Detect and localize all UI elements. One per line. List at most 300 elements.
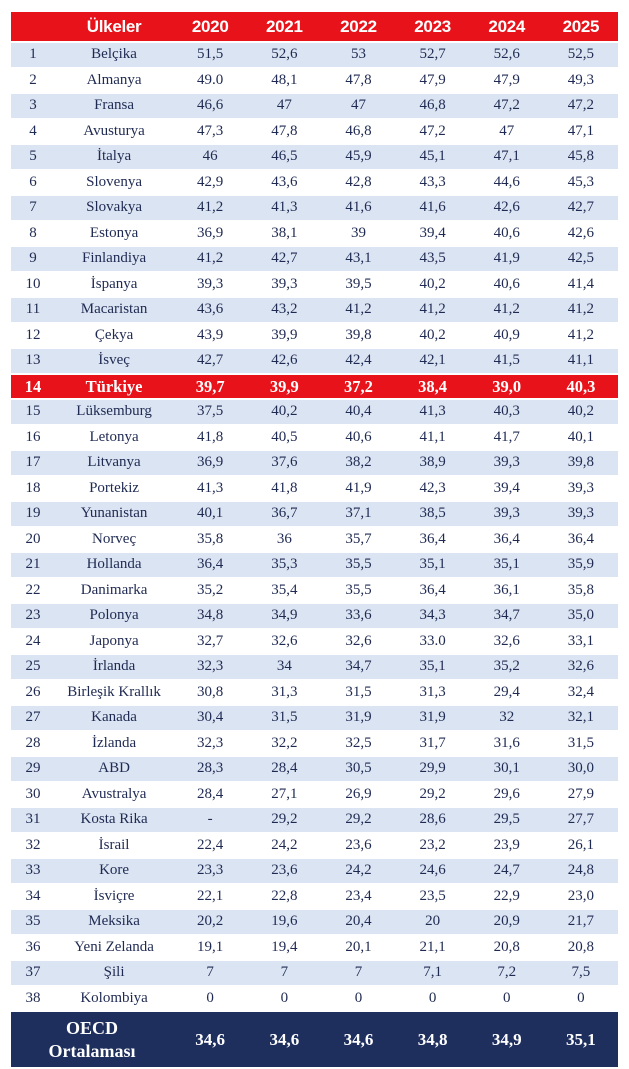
value-cell: 39,4 — [396, 221, 470, 247]
footer-value-cell: 34,6 — [247, 1011, 321, 1067]
value-cell: 23,5 — [396, 884, 470, 910]
value-cell: 35,1 — [396, 552, 470, 578]
value-cell: 42,4 — [321, 348, 395, 374]
value-cell: 36,4 — [470, 527, 544, 553]
value-cell: 41,2 — [544, 323, 618, 349]
table-row — [11, 654, 618, 680]
value-cell: 39,8 — [321, 323, 395, 349]
value-cell: 35,9 — [544, 552, 618, 578]
header-rank-cell — [11, 12, 55, 42]
value-cell: 39,3 — [544, 476, 618, 502]
country-cell: Yeni Zelanda — [55, 935, 173, 961]
value-cell: 42,3 — [396, 476, 470, 502]
value-cell: 35,2 — [470, 654, 544, 680]
value-cell: 43,5 — [396, 246, 470, 272]
value-cell: 36,4 — [396, 527, 470, 553]
value-cell: 41,5 — [470, 348, 544, 374]
value-cell: 39,3 — [544, 501, 618, 527]
value-cell: 7 — [173, 960, 247, 986]
value-cell: 22,1 — [173, 884, 247, 910]
table-row — [11, 909, 618, 935]
table-row — [11, 833, 618, 859]
footer-value-cell: 34,9 — [470, 1011, 544, 1067]
value-cell: 40,2 — [247, 399, 321, 425]
value-cell: 23,3 — [173, 858, 247, 884]
rank-cell: 6 — [11, 170, 55, 196]
rank-cell: 30 — [11, 782, 55, 808]
value-cell: 7,1 — [396, 960, 470, 986]
value-cell: 32,3 — [173, 731, 247, 757]
table-row — [11, 348, 618, 374]
value-cell: 0 — [544, 986, 618, 1012]
value-cell: 0 — [321, 986, 395, 1012]
value-cell: 41,2 — [321, 297, 395, 323]
table-row — [11, 144, 618, 170]
country-cell: Almanya — [55, 68, 173, 94]
rank-cell: 38 — [11, 986, 55, 1012]
value-cell: 47 — [247, 93, 321, 119]
country-cell: Estonya — [55, 221, 173, 247]
country-cell: Avustralya — [55, 782, 173, 808]
table-row — [11, 323, 618, 349]
value-cell: 39,8 — [544, 450, 618, 476]
rank-cell: 36 — [11, 935, 55, 961]
value-cell: 40,2 — [544, 399, 618, 425]
rank-cell: 2 — [11, 68, 55, 94]
value-cell: 47,8 — [321, 68, 395, 94]
value-cell: 43,6 — [173, 297, 247, 323]
value-cell: 33,1 — [544, 629, 618, 655]
country-cell: İtalya — [55, 144, 173, 170]
value-cell: 47,1 — [544, 119, 618, 145]
value-cell: 47 — [321, 93, 395, 119]
value-cell: 30,4 — [173, 705, 247, 731]
value-cell: 39,3 — [470, 501, 544, 527]
value-cell: 32,5 — [321, 731, 395, 757]
value-cell: 24,8 — [544, 858, 618, 884]
country-cell: Birleşik Krallık — [55, 680, 173, 706]
header-row — [11, 12, 618, 42]
value-cell: 46,5 — [247, 144, 321, 170]
table-row — [11, 297, 618, 323]
value-cell: 41,6 — [321, 195, 395, 221]
table-row — [11, 552, 618, 578]
country-cell: İzlanda — [55, 731, 173, 757]
value-cell: 42,6 — [470, 195, 544, 221]
value-cell: 40,3 — [470, 399, 544, 425]
rank-cell: 13 — [11, 348, 55, 374]
table-row — [11, 246, 618, 272]
value-cell: 45,1 — [396, 144, 470, 170]
table-row — [11, 221, 618, 247]
value-cell: 41,6 — [396, 195, 470, 221]
value-cell: 24,2 — [247, 833, 321, 859]
value-cell: 39,3 — [470, 450, 544, 476]
value-cell: 0 — [396, 986, 470, 1012]
rank-cell: 27 — [11, 705, 55, 731]
value-cell: 19,4 — [247, 935, 321, 961]
value-cell: 36 — [247, 527, 321, 553]
country-cell: Slovakya — [55, 195, 173, 221]
value-cell: 41,7 — [470, 425, 544, 451]
country-cell: Türkiye — [55, 374, 173, 400]
value-cell: 0 — [247, 986, 321, 1012]
country-cell: Slovenya — [55, 170, 173, 196]
value-cell: 47,9 — [396, 68, 470, 94]
footer-average-label — [11, 1011, 173, 1067]
value-cell: 41,9 — [321, 476, 395, 502]
rank-cell: 26 — [11, 680, 55, 706]
value-cell: 24,7 — [470, 858, 544, 884]
value-cell: 36,7 — [247, 501, 321, 527]
value-cell: 20,2 — [173, 909, 247, 935]
value-cell: 29,9 — [396, 756, 470, 782]
value-cell: 46,8 — [396, 93, 470, 119]
footer-row — [11, 1011, 618, 1067]
value-cell: 42,7 — [247, 246, 321, 272]
value-cell: 40,4 — [321, 399, 395, 425]
value-cell: 47,3 — [173, 119, 247, 145]
rank-cell: 35 — [11, 909, 55, 935]
value-cell: 32,1 — [544, 705, 618, 731]
table-row — [11, 782, 618, 808]
value-cell: 40,1 — [173, 501, 247, 527]
value-cell: 30,0 — [544, 756, 618, 782]
value-cell: 20,8 — [470, 935, 544, 961]
value-cell: 20,1 — [321, 935, 395, 961]
value-cell: 20,4 — [321, 909, 395, 935]
country-cell: Avusturya — [55, 119, 173, 145]
value-cell: 23,9 — [470, 833, 544, 859]
rank-cell: 3 — [11, 93, 55, 119]
value-cell: 20,8 — [544, 935, 618, 961]
rank-cell: 4 — [11, 119, 55, 145]
value-cell: 35,1 — [470, 552, 544, 578]
value-cell: 31,3 — [247, 680, 321, 706]
value-cell: 41,3 — [173, 476, 247, 502]
table-row — [11, 858, 618, 884]
header-year-cell: 2025 — [544, 12, 618, 42]
value-cell: 0 — [470, 986, 544, 1012]
value-cell: 41,2 — [544, 297, 618, 323]
rank-cell: 33 — [11, 858, 55, 884]
header-year-cell: 2020 — [173, 12, 247, 42]
value-cell: 23,6 — [247, 858, 321, 884]
value-cell: 47 — [470, 119, 544, 145]
value-cell: 0 — [173, 986, 247, 1012]
header-year-cell: 2022 — [321, 12, 395, 42]
rank-cell: 18 — [11, 476, 55, 502]
value-cell: 34,3 — [396, 603, 470, 629]
value-cell: 36,4 — [396, 578, 470, 604]
value-cell: 39,3 — [247, 272, 321, 298]
value-cell: 22,9 — [470, 884, 544, 910]
value-cell: 45,8 — [544, 144, 618, 170]
value-cell: 40,6 — [470, 221, 544, 247]
value-cell: 23,2 — [396, 833, 470, 859]
rank-cell: 22 — [11, 578, 55, 604]
country-cell: Kolombiya — [55, 986, 173, 1012]
country-cell: Norveç — [55, 527, 173, 553]
rank-cell: 5 — [11, 144, 55, 170]
value-cell: 41,2 — [173, 195, 247, 221]
value-cell: 32,3 — [173, 654, 247, 680]
table-body — [11, 42, 618, 1011]
value-cell: 35,8 — [544, 578, 618, 604]
country-cell: Kosta Rika — [55, 807, 173, 833]
value-cell: 41,1 — [396, 425, 470, 451]
country-cell: Hollanda — [55, 552, 173, 578]
country-cell: Lüksemburg — [55, 399, 173, 425]
value-cell: 42,1 — [396, 348, 470, 374]
value-cell: 35,5 — [321, 578, 395, 604]
table-row — [11, 399, 618, 425]
value-cell: 49,3 — [544, 68, 618, 94]
value-cell: 31,9 — [396, 705, 470, 731]
value-cell: 36,4 — [173, 552, 247, 578]
value-cell: 34,7 — [470, 603, 544, 629]
value-cell: 28,6 — [396, 807, 470, 833]
value-cell: 39 — [321, 221, 395, 247]
value-cell: 39,9 — [247, 374, 321, 400]
value-cell: 29,2 — [396, 782, 470, 808]
table-row — [11, 374, 618, 400]
value-cell: 31,3 — [396, 680, 470, 706]
country-cell: Yunanistan — [55, 501, 173, 527]
country-cell: Meksika — [55, 909, 173, 935]
value-cell: 40,2 — [396, 272, 470, 298]
country-cell: İsveç — [55, 348, 173, 374]
country-cell: Kore — [55, 858, 173, 884]
value-cell: 22,8 — [247, 884, 321, 910]
table-row — [11, 935, 618, 961]
rank-cell: 8 — [11, 221, 55, 247]
rank-cell: 14 — [11, 374, 55, 400]
country-cell: Finlandiya — [55, 246, 173, 272]
value-cell: 47,2 — [396, 119, 470, 145]
table-row — [11, 476, 618, 502]
value-cell: 41,3 — [396, 399, 470, 425]
value-cell: 42,7 — [544, 195, 618, 221]
value-cell: 47,1 — [470, 144, 544, 170]
value-cell: 27,7 — [544, 807, 618, 833]
value-cell: 40,3 — [544, 374, 618, 400]
value-cell: 39,0 — [470, 374, 544, 400]
value-cell: 32 — [470, 705, 544, 731]
value-cell: 34,9 — [247, 603, 321, 629]
country-cell: Fransa — [55, 93, 173, 119]
value-cell: 34 — [247, 654, 321, 680]
value-cell: 26,9 — [321, 782, 395, 808]
value-cell: 42,8 — [321, 170, 395, 196]
table-row — [11, 42, 618, 68]
table-row — [11, 603, 618, 629]
value-cell: 32,4 — [544, 680, 618, 706]
value-cell: 39,5 — [321, 272, 395, 298]
rank-cell: 29 — [11, 756, 55, 782]
value-cell: 47,2 — [544, 93, 618, 119]
value-cell: 24,6 — [396, 858, 470, 884]
country-cell: Şili — [55, 960, 173, 986]
value-cell: 39,9 — [247, 323, 321, 349]
value-cell: 42,7 — [173, 348, 247, 374]
value-cell: 37,6 — [247, 450, 321, 476]
value-cell: 47,9 — [470, 68, 544, 94]
country-cell: Danimarka — [55, 578, 173, 604]
value-cell: 44,6 — [470, 170, 544, 196]
value-cell: 28,4 — [173, 782, 247, 808]
value-cell: - — [173, 807, 247, 833]
value-cell: 37,1 — [321, 501, 395, 527]
footer-value-cell: 34,8 — [396, 1011, 470, 1067]
value-cell: 40,2 — [396, 323, 470, 349]
value-cell: 51,5 — [173, 42, 247, 68]
value-cell: 33.0 — [396, 629, 470, 655]
value-cell: 35,0 — [544, 603, 618, 629]
value-cell: 41,3 — [247, 195, 321, 221]
value-cell: 49.0 — [173, 68, 247, 94]
value-cell: 41,8 — [247, 476, 321, 502]
table-row — [11, 756, 618, 782]
value-cell: 47,2 — [470, 93, 544, 119]
value-cell: 27,9 — [544, 782, 618, 808]
rank-cell: 31 — [11, 807, 55, 833]
table-row — [11, 705, 618, 731]
value-cell: 38,4 — [396, 374, 470, 400]
value-cell: 30,8 — [173, 680, 247, 706]
value-cell: 7 — [321, 960, 395, 986]
value-cell: 37,5 — [173, 399, 247, 425]
country-cell: Letonya — [55, 425, 173, 451]
value-cell: 42,6 — [544, 221, 618, 247]
table-row — [11, 93, 618, 119]
value-cell: 7 — [247, 960, 321, 986]
value-cell: 40,1 — [544, 425, 618, 451]
value-cell: 31,5 — [247, 705, 321, 731]
rank-cell: 16 — [11, 425, 55, 451]
value-cell: 29,2 — [321, 807, 395, 833]
table-row — [11, 731, 618, 757]
value-cell: 32,2 — [247, 731, 321, 757]
value-cell: 29,2 — [247, 807, 321, 833]
value-cell: 23,6 — [321, 833, 395, 859]
value-cell: 28,3 — [173, 756, 247, 782]
value-cell: 41,1 — [544, 348, 618, 374]
value-cell: 46 — [173, 144, 247, 170]
value-cell: 52,6 — [470, 42, 544, 68]
table-row — [11, 960, 618, 986]
value-cell: 21,1 — [396, 935, 470, 961]
value-cell: 42,9 — [173, 170, 247, 196]
value-cell: 40,6 — [470, 272, 544, 298]
value-cell: 31,5 — [321, 680, 395, 706]
rank-cell: 17 — [11, 450, 55, 476]
header-country-cell: Ülkeler — [55, 12, 173, 42]
country-cell: İsrail — [55, 833, 173, 859]
value-cell: 38,5 — [396, 501, 470, 527]
header-year-cell: 2024 — [470, 12, 544, 42]
table-row — [11, 629, 618, 655]
value-cell: 32,6 — [321, 629, 395, 655]
table-row — [11, 272, 618, 298]
table-row — [11, 807, 618, 833]
footer-value-cell: 34,6 — [173, 1011, 247, 1067]
value-cell: 22,4 — [173, 833, 247, 859]
value-cell: 7,2 — [470, 960, 544, 986]
value-cell: 19,1 — [173, 935, 247, 961]
value-cell: 35,4 — [247, 578, 321, 604]
footer-value-cell: 34,6 — [321, 1011, 395, 1067]
country-cell: İsviçre — [55, 884, 173, 910]
footer-label-line2: Ortalaması — [48, 1040, 136, 1061]
value-cell: 45,3 — [544, 170, 618, 196]
table-row — [11, 195, 618, 221]
value-cell: 48,1 — [247, 68, 321, 94]
value-cell: 32,6 — [544, 654, 618, 680]
value-cell: 32,6 — [470, 629, 544, 655]
rank-cell: 15 — [11, 399, 55, 425]
country-cell: Polonya — [55, 603, 173, 629]
value-cell: 31,7 — [396, 731, 470, 757]
table-row — [11, 450, 618, 476]
rank-cell: 24 — [11, 629, 55, 655]
value-cell: 32,7 — [173, 629, 247, 655]
value-cell: 27,1 — [247, 782, 321, 808]
rank-cell: 11 — [11, 297, 55, 323]
footer-value-cell: 35,1 — [544, 1011, 618, 1067]
value-cell: 42,6 — [247, 348, 321, 374]
rank-cell: 28 — [11, 731, 55, 757]
value-cell: 42,5 — [544, 246, 618, 272]
country-cell: Portekiz — [55, 476, 173, 502]
rank-cell: 7 — [11, 195, 55, 221]
header-year-cell: 2021 — [247, 12, 321, 42]
value-cell: 30,5 — [321, 756, 395, 782]
country-cell: Macaristan — [55, 297, 173, 323]
value-cell: 33,6 — [321, 603, 395, 629]
value-cell: 29,4 — [470, 680, 544, 706]
value-cell: 21,7 — [544, 909, 618, 935]
rank-cell: 21 — [11, 552, 55, 578]
value-cell: 24,2 — [321, 858, 395, 884]
value-cell: 39,4 — [470, 476, 544, 502]
value-cell: 32,6 — [247, 629, 321, 655]
rank-cell: 20 — [11, 527, 55, 553]
value-cell: 45,9 — [321, 144, 395, 170]
value-cell: 40,9 — [470, 323, 544, 349]
value-cell: 43,1 — [321, 246, 395, 272]
value-cell: 36,4 — [544, 527, 618, 553]
value-cell: 30,1 — [470, 756, 544, 782]
value-cell: 35,8 — [173, 527, 247, 553]
value-cell: 46,6 — [173, 93, 247, 119]
value-cell: 40,5 — [247, 425, 321, 451]
table-row — [11, 680, 618, 706]
rank-cell: 37 — [11, 960, 55, 986]
value-cell: 52,5 — [544, 42, 618, 68]
value-cell: 29,5 — [470, 807, 544, 833]
value-cell: 35,1 — [396, 654, 470, 680]
country-cell: Çekya — [55, 323, 173, 349]
table-row — [11, 119, 618, 145]
value-cell: 35,2 — [173, 578, 247, 604]
value-cell: 23,4 — [321, 884, 395, 910]
value-cell: 43,3 — [396, 170, 470, 196]
value-cell: 41,4 — [544, 272, 618, 298]
table-row — [11, 170, 618, 196]
value-cell: 31,5 — [544, 731, 618, 757]
rank-cell: 32 — [11, 833, 55, 859]
